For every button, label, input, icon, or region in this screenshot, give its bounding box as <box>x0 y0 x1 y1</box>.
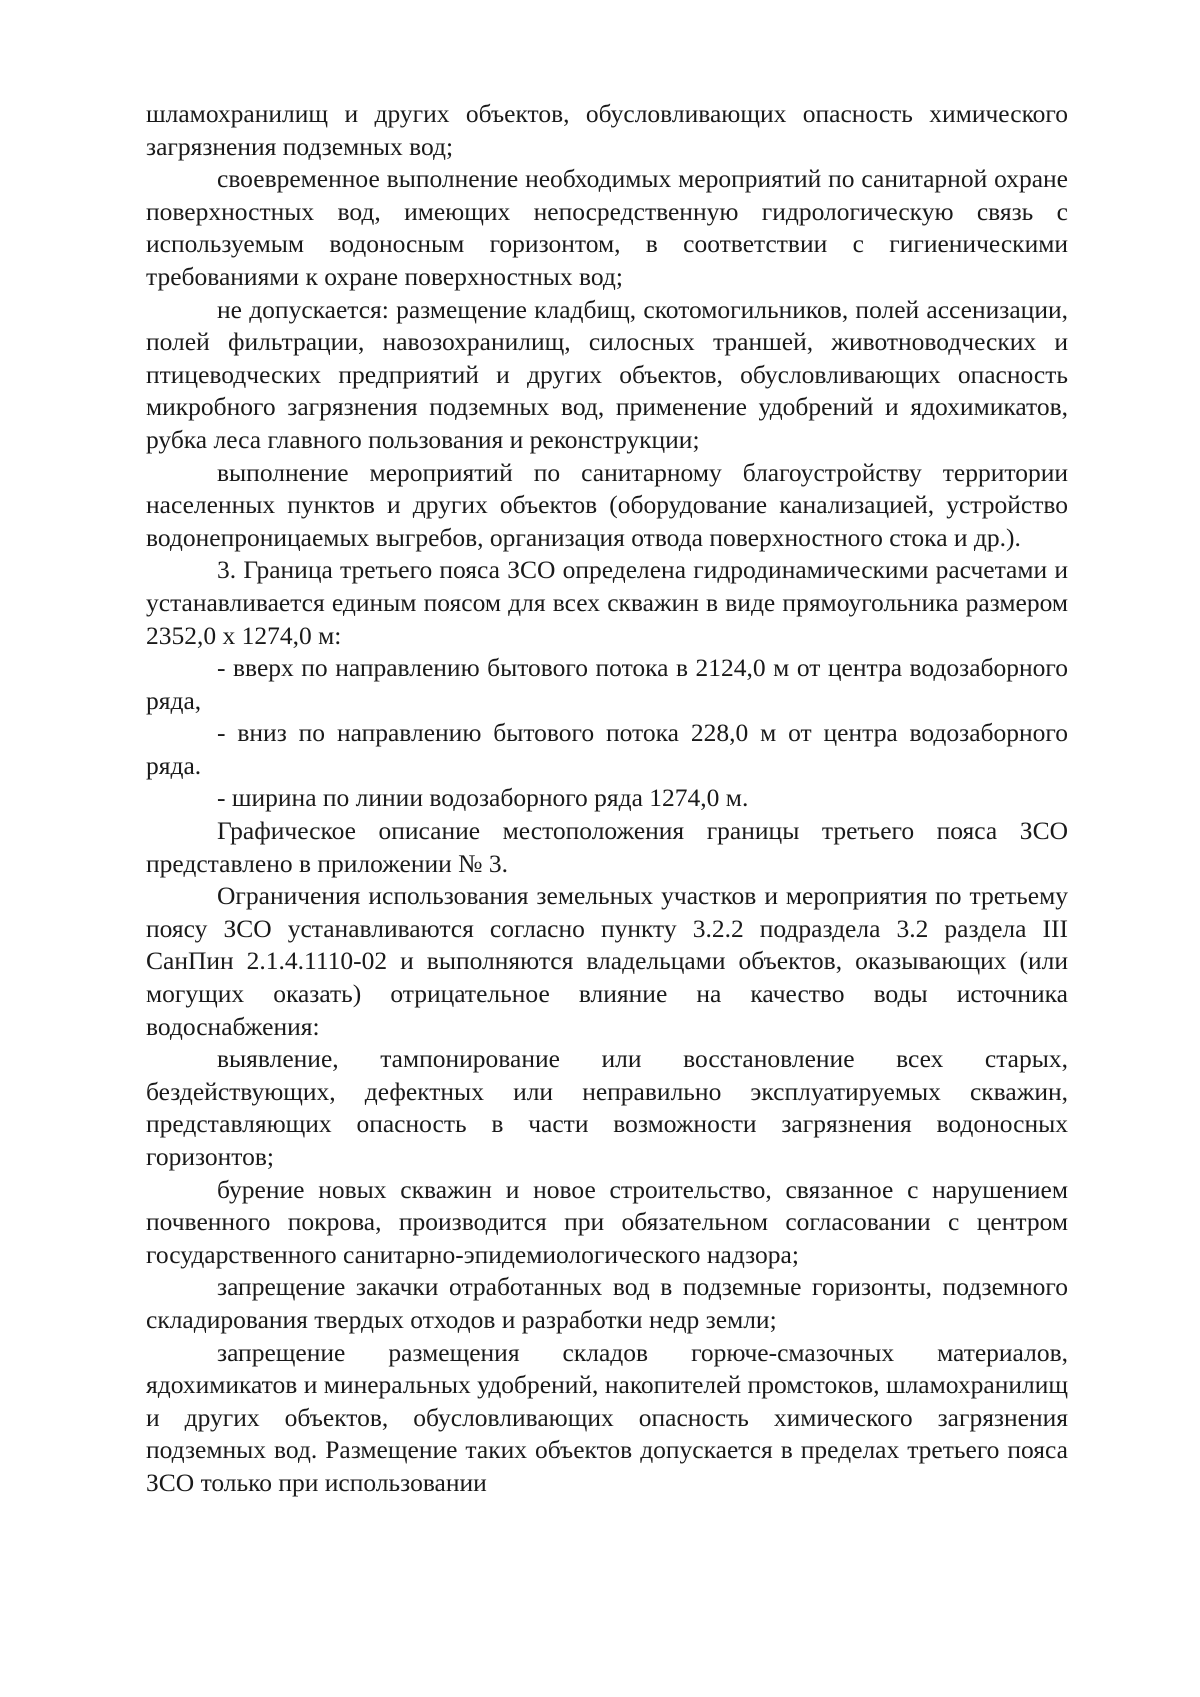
paragraph: 3. Граница третьего пояса ЗСО определена гидродинамическими расчетами и устанавливается единым поясом для всех скважин в виде прямоугольника размером 2352,0 х 1274,0 м: <box>146 555 1068 650</box>
paragraph: шламохранилищ и других объектов, обусловливающих опасность химического загрязнения подземных вод; <box>146 99 1068 161</box>
paragraph: запрещение закачки отработанных вод в подземные горизонты, подземного складирования твердых отходов и разработки недр земли; <box>146 1272 1068 1334</box>
paragraph: выявление, тампонирование или восстановление всех старых, бездействующих, дефектных или неправильно эксплуатируемых скважин, представляющих опасность в части возможности загрязнения водоносных горизонтов; <box>146 1044 1068 1171</box>
paragraph: - ширина по линии водозаборного ряда 1274,0 м. <box>217 783 749 813</box>
paragraph: бурение новых скважин и новое строительство, связанное с нарушением почвенного покрова, производится при обязательном согласовании с центром государственного санитарно-эпидемиологического надзора; <box>146 1174 1068 1269</box>
paragraph: своевременное выполнение необходимых мероприятий по санитарной охране поверхностных вод, имеющих непосредственную гидрологическую связь с используемым водоносным горизонтом, в соответствии с гигиеническими требованиями к охране поверхностных вод; <box>146 164 1068 291</box>
paragraph: выполнение мероприятий по санитарному благоустройству территории населенных пунктов и других объектов (оборудование канализацией, устройство водонепроницаемых выгребов, организация отвода поверхностного стока и др.). <box>146 457 1068 552</box>
document-body <box>146 98 1068 1500</box>
paragraph: - вниз по направлению бытового потока 228,0 м от центра водозаборного ряда. <box>146 718 1068 780</box>
paragraph: Ограничения использования земельных участков и мероприятия по третьему поясу ЗСО устанавливаются согласно пункту 3.2.2 подраздела 3.2 раздела III СанПин 2.1.4.1110-02 и выполняются владельцами объектов, оказывающих (или могущих оказать) отрицательное влияние на качество воды источника водоснабжения: <box>146 881 1068 1041</box>
paragraph: не допускается: размещение кладбищ, скотомогильников, полей ассенизации, полей фильтрации, навозохранилищ, силосных траншей, животноводческих и птицеводческих предприятий и других объектов, обусловливающих опасность микробного загрязнения подземных вод, применение удобрений и ядохимикатов, рубка леса главного пользования и реконструкции; <box>146 294 1068 454</box>
paragraph: - вверх по направлению бытового потока в 2124,0 м от центра водозаборного ряда, <box>146 653 1068 715</box>
paragraph: Графическое описание местоположения границы третьего пояса ЗСО представлено в приложении № 3. <box>146 816 1068 878</box>
paragraph: запрещение размещения складов горюче-смазочных материалов, ядохимикатов и минеральных удобрений, накопителей промстоков, шламохранилищ и других объектов, обусловливающих опасность химического загрязнения подземных вод. Размещение таких объектов допускается в пределах третьего пояса ЗСО только при использовании <box>146 1337 1068 1497</box>
